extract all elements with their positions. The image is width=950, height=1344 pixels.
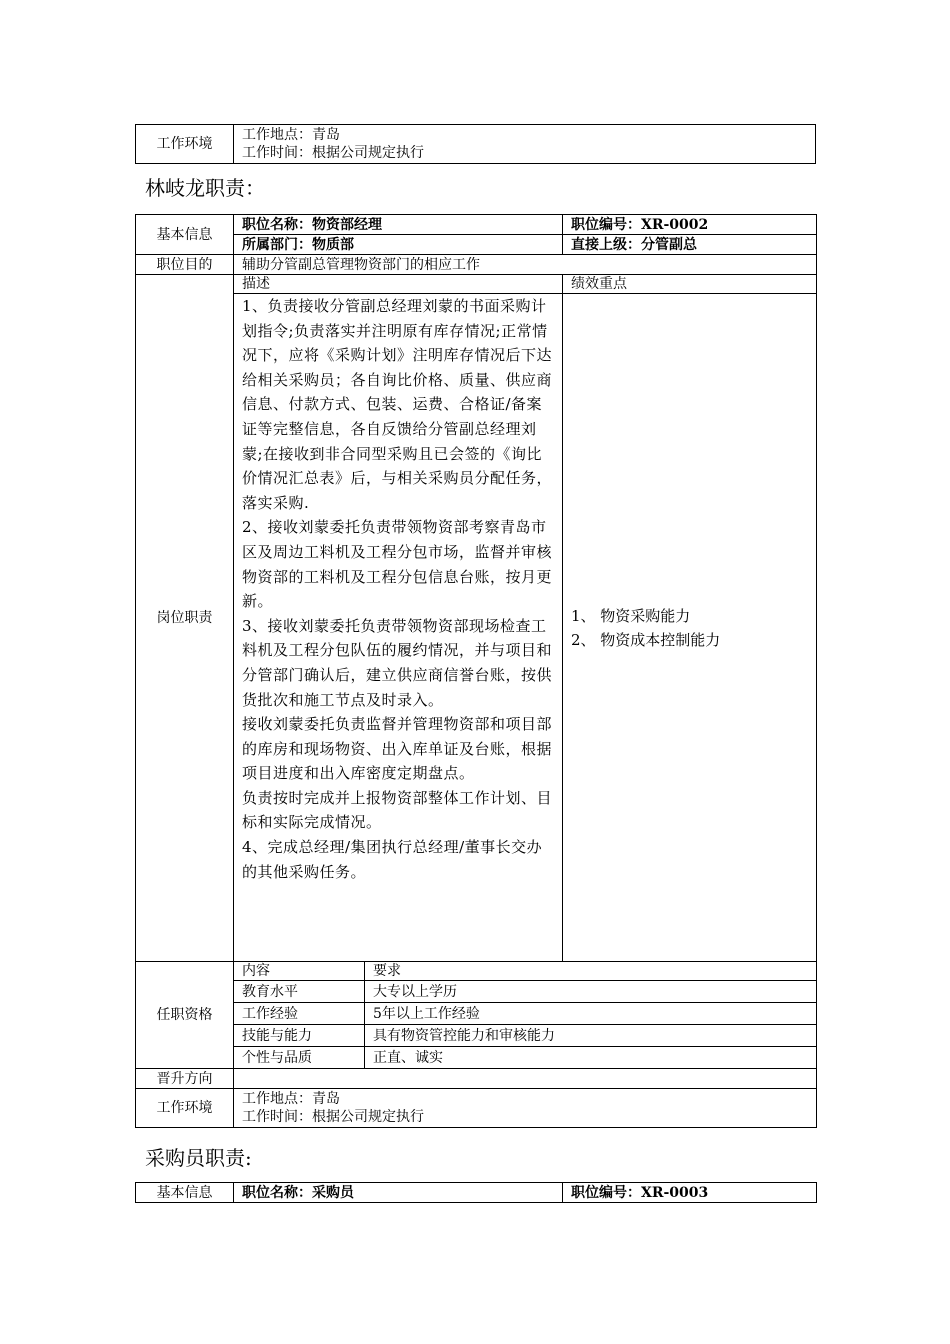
qual-req: 正直、诚实 xyxy=(365,1047,817,1069)
duties-cell xyxy=(234,294,563,962)
duty-item: 3、接收刘蒙委托负责带领物资部现场检查工料机及工程分包队伍的履约情况，并与项目和分管部门确认后，建立供应商信誉台账，按供货批次和施工节点及时录入。 xyxy=(242,616,553,709)
purpose-text: 辅助分管副总管理物资部门的相应工作 xyxy=(234,255,817,275)
kpi-item: 1、 物资采购能力 xyxy=(571,606,691,625)
kpi-cell xyxy=(563,294,817,962)
duty-item: 1、负责接收分管副总经理刘蒙的书面采购计划指令;负责落实并注明原有库存情况;正常情况下，应将《采购计划》注明库存情况后下达给相关采购员；各自询比价格、质量、供应商信息、付款方式、包装、运费、合格证/备案证等完整信息，各自反馈给分管副总经理刘蒙;在接收到非合同型采购且已会签的《询比价情况汇总表》后，与相关采购员分配任务，落实采购. xyxy=(242,297,553,512)
section1-heading: 林岐龙职责： xyxy=(145,176,265,200)
env-time: 工作时间：根据公司规定执行 xyxy=(242,1109,424,1125)
duty-item: 2、接收刘蒙委托负责带领物资部考察青岛市区及周边工料机及工程分包市场，监督并审核物资部的工料机及工程分包信息台账，按月更新。 xyxy=(242,518,553,611)
purpose-label: 职位目的 xyxy=(136,255,234,275)
qual-item: 个性与品质 xyxy=(234,1047,365,1069)
position-name: 职位名称：采购员 xyxy=(234,1183,563,1203)
env-label: 工作环境 xyxy=(136,1089,234,1128)
qual-item: 技能与能力 xyxy=(234,1025,365,1047)
position-code: 职位编号：XR-0002 xyxy=(563,215,817,235)
department: 所属部门：物质部 xyxy=(234,235,563,255)
qual-item: 教育水平 xyxy=(234,981,365,1003)
basic-info-label: 基本信息 xyxy=(136,1183,234,1203)
duties-label: 岗位职责 xyxy=(136,275,234,962)
promotion-text xyxy=(234,1069,817,1089)
basic-info-label: 基本信息 xyxy=(136,215,234,255)
qual-req: 5年以上工作经验 xyxy=(365,1003,817,1025)
env-cell xyxy=(234,1089,817,1128)
desc-header: 描述 xyxy=(234,275,563,294)
supervisor: 直接上级：分管副总 xyxy=(563,235,817,255)
env-location: 工作地点：青岛 xyxy=(242,127,340,143)
qual-req: 大专以上学历 xyxy=(365,981,817,1003)
job-table-1 xyxy=(135,214,817,1128)
env-cell xyxy=(234,125,816,164)
position-name: 职位名称：物资部经理 xyxy=(234,215,563,235)
promotion-label: 晋升方向 xyxy=(136,1069,234,1089)
qual-req: 具有物资管控能力和审核能力 xyxy=(365,1025,817,1047)
duty-item: 4、完成总经理/集团执行总经理/董事长交办的其他采购任务。 xyxy=(242,838,543,881)
env-time: 工作时间：根据公司规定执行 xyxy=(242,145,424,161)
section2-heading: 采购员职责: xyxy=(145,1146,252,1170)
env-label: 工作环境 xyxy=(136,125,234,164)
duty-item: 负责按时完成并上报物资部整体工作计划、目标和实际完成情况。 xyxy=(242,788,553,832)
qual-item: 工作经验 xyxy=(234,1003,365,1025)
qual-header-item: 内容 xyxy=(234,962,365,981)
qual-label: 任职资格 xyxy=(136,962,234,1069)
kpi-item: 2、 物资成本控制能力 xyxy=(571,630,721,649)
top-env-table xyxy=(135,124,816,164)
kpi-header: 绩效重点 xyxy=(563,275,817,294)
qual-header-req: 要求 xyxy=(365,962,817,981)
job-table-2 xyxy=(135,1182,817,1203)
position-code: 职位编号：XR-0003 xyxy=(563,1183,817,1203)
env-location: 工作地点：青岛 xyxy=(242,1091,340,1107)
duty-item: 接收刘蒙委托负责监督并管理物资部和项目部的库房和现场物资、出入库单证及台账，根据项目进度和出入库密度定期盘点。 xyxy=(242,715,553,783)
